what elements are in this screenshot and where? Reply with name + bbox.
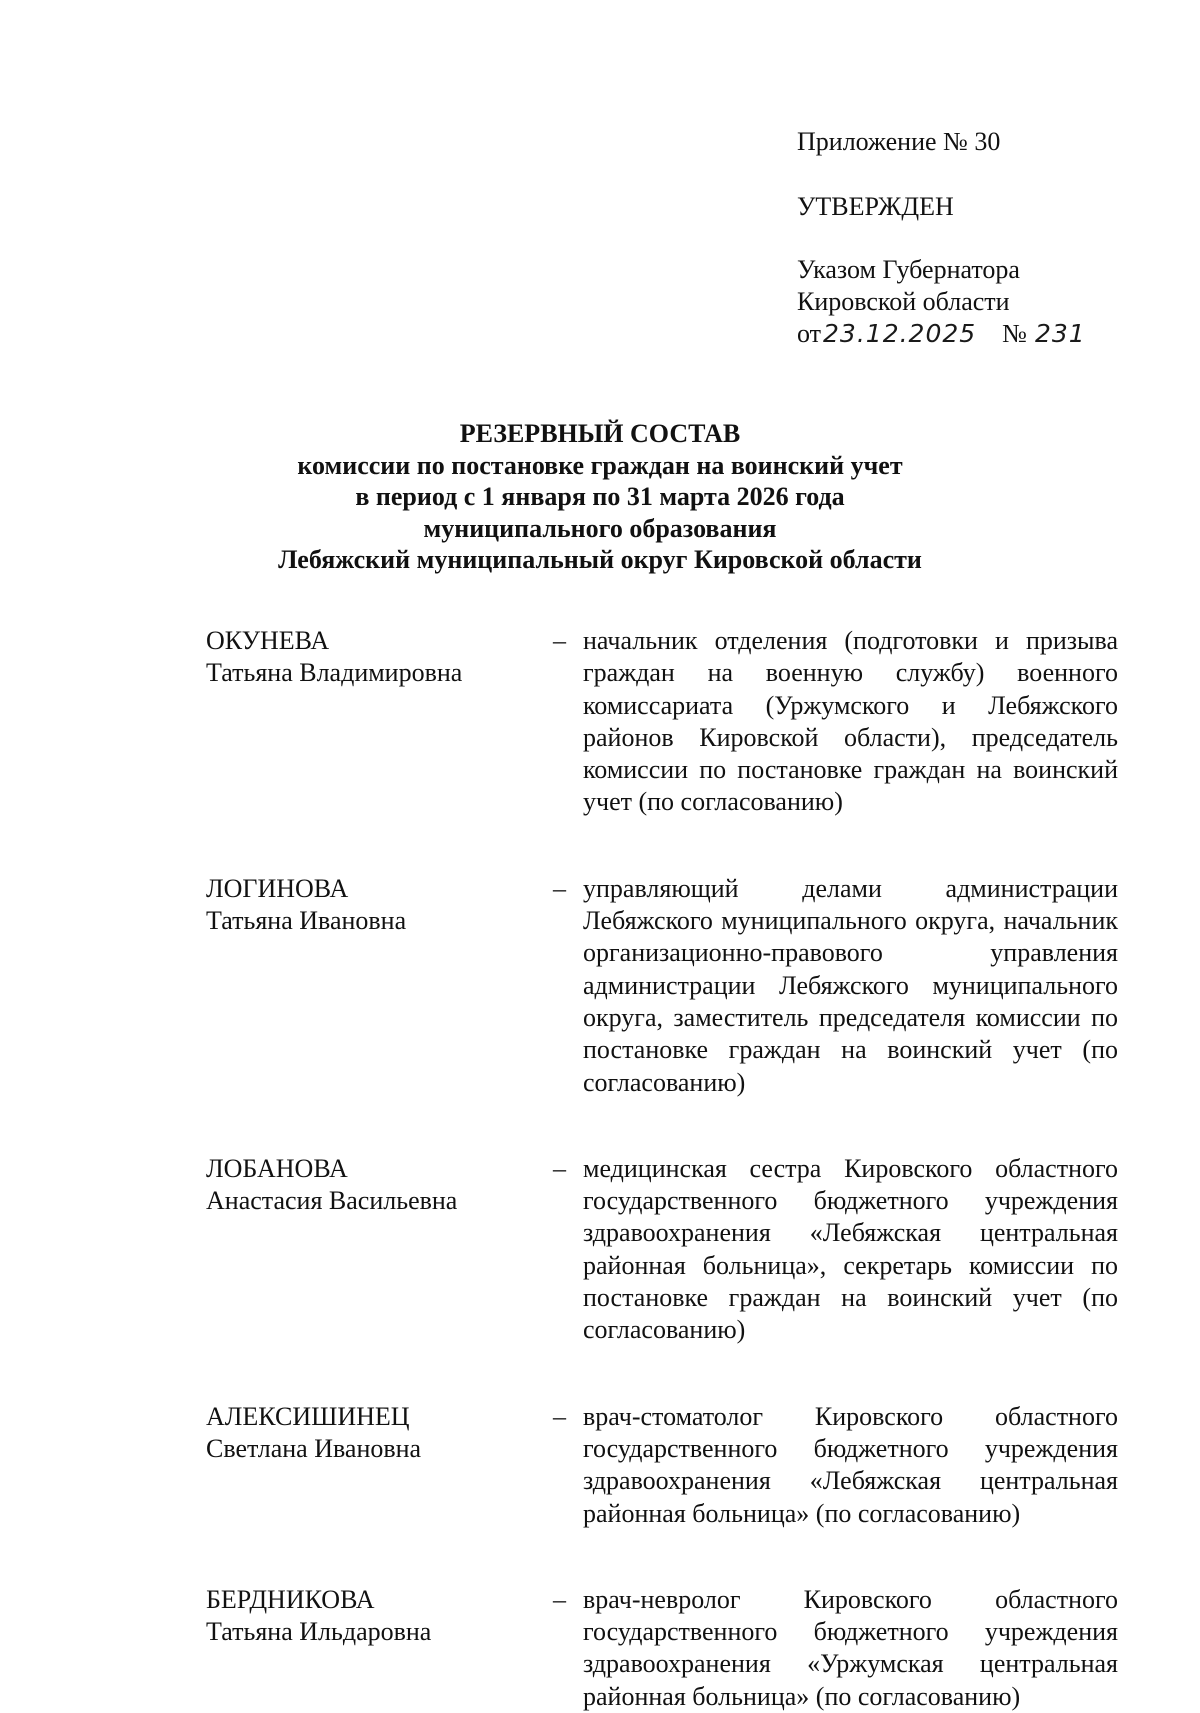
handwritten-date: 23.12.2025 (823, 319, 977, 348)
appendix-number: Приложение № 30 (797, 127, 1001, 156)
member-entry (206, 1584, 1118, 1713)
title-line-1: РЕЗЕРВНЫЙ СОСТАВ (459, 419, 741, 448)
title-line-5: Лебяжский муниципальный округ Кировской области (278, 545, 922, 574)
member-position: медицинская сестра Кировского областного государственного бюджетного учреждения здравоохранения «Лебяжская центральная районная больница», секретарь комиссии по постановке граждан на воинский учет (по согласованию) (583, 1153, 1118, 1345)
document-title (160, 418, 1040, 576)
dash-separator: – (553, 1584, 566, 1614)
member-entry (206, 1153, 1118, 1347)
title-line-2: комиссии по постановке граждан на воинский учет (297, 450, 903, 480)
handwritten-number: 231 (1034, 319, 1086, 348)
member-name (206, 1153, 536, 1218)
member-given-names: Светлана Ивановна (206, 1433, 422, 1463)
approval-stamp-block (797, 126, 1137, 350)
member-name (206, 1401, 536, 1466)
member-entry (206, 1401, 1118, 1530)
member-entry (206, 873, 1118, 1099)
decree-line-2: Кировской области (797, 287, 1010, 316)
decree-line-1: Указом Губернатора (797, 255, 1020, 284)
member-given-names: Татьяна Владимировна (206, 658, 463, 688)
member-position: начальник отделения (подготовки и призыва граждан на военную службу) военного комиссариата (Уржумского и Лебяжского районов Кировской области), председатель комиссии по постановке граждан на воинский учет (по согласованию) (583, 626, 1118, 817)
dash-separator: – (553, 626, 566, 655)
member-given-names: Татьяна Ильдаровна (206, 1617, 432, 1647)
member-position: врач-стоматолог Кировского областного государственного бюджетного учреждения здравоохранения «Лебяжская центральная районная больница» (по согласованию) (583, 1401, 1118, 1528)
member-surname: БЕРДНИКОВА (206, 1584, 375, 1614)
title-line-4: муниципального образования (423, 513, 777, 543)
member-surname: ЛОБАНОВА (206, 1153, 348, 1183)
member-name (206, 625, 536, 690)
member-surname: ОКУНЕВА (206, 626, 330, 655)
approved-label: УТВЕРЖДЕН (797, 192, 954, 221)
dash-separator: – (553, 873, 566, 903)
member-surname: ЛОГИНОВА (206, 873, 349, 903)
member-given-names: Татьяна Ивановна (206, 906, 407, 936)
member-given-names: Анастасия Васильевна (206, 1186, 458, 1216)
title-line-3: в период с 1 января по 31 марта 2026 года (355, 482, 845, 511)
number-label: № (1002, 319, 1027, 348)
dash-separator: – (553, 1153, 566, 1183)
from-label: от (797, 319, 822, 348)
member-entry (206, 625, 1118, 819)
member-position: врач-невролог Кировского областного государственного бюджетного учреждения здравоохранения «Уржумская центральная районная больница» (по согласованию) (583, 1584, 1118, 1711)
decree-date-number-line (797, 318, 1137, 350)
member-list (206, 625, 1118, 1713)
member-position: управляющий делами администрации Лебяжского муниципального округа, начальник организационно-правового управления администрации Лебяжского муниципального округа, заместитель председателя комиссии по постановке граждан на воинский учет (по согласованию) (583, 873, 1118, 1097)
member-surname: АЛЕКСИШИНЕЦ (206, 1401, 410, 1431)
member-name (206, 1584, 536, 1649)
dash-separator: – (553, 1401, 566, 1431)
member-name (206, 873, 536, 938)
